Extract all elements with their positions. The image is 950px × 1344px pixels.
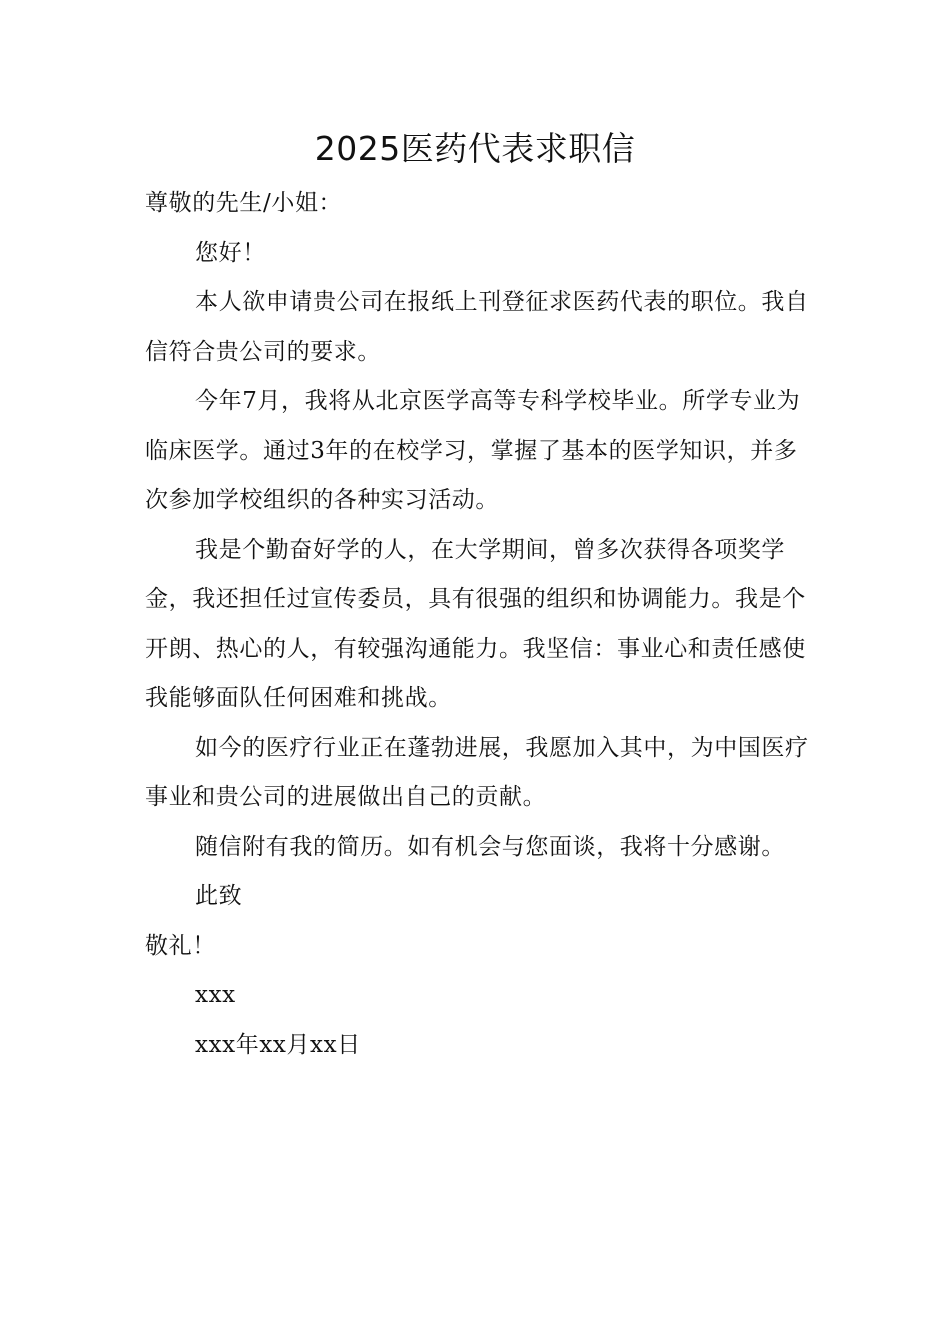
regards: 敬礼！ [145, 932, 216, 959]
salutation: 尊敬的先生/小姐： [145, 190, 343, 216]
paragraph-resume: 随信附有我的简历。如有机会与您面谈，我将十分感谢。 [195, 833, 785, 860]
paragraph-personality: 我是个勤奋好学的人，在大学期间，曾多次获得各项奖学金，我还担任过宣传委员，具有很强的组织和协调能力。我是个开朗、热心的人，有较强沟通能力。我坚信：事业心和责任感使我能够面队任何困难和挑战。 [145, 536, 806, 711]
date: xxx年xx月xx日 [195, 1031, 361, 1058]
closing: 此致 [195, 883, 243, 909]
greeting: 您好！ [195, 239, 266, 266]
paragraph-motivation: 如今的医疗行业正在蓬勃进展，我愿加入其中，为中国医疗事业和贵公司的进展做出自己的贡献。 [145, 734, 809, 810]
document-title: 2025医药代表求职信 [314, 129, 636, 168]
paragraph-education: 今年7月，我将从北京医学高等专科学校毕业。所学专业为临床医学。通过3年的在校学习，掌握了基本的医学知识，并多次参加学校组织的各种实习活动。 [145, 388, 801, 513]
letter-body [145, 179, 810, 1070]
signature: xxx [195, 982, 236, 1008]
paragraph-application: 本人欲申请贵公司在报纸上刊登征求医药代表的职位。我自信符合贵公司的要求。 [145, 289, 809, 365]
